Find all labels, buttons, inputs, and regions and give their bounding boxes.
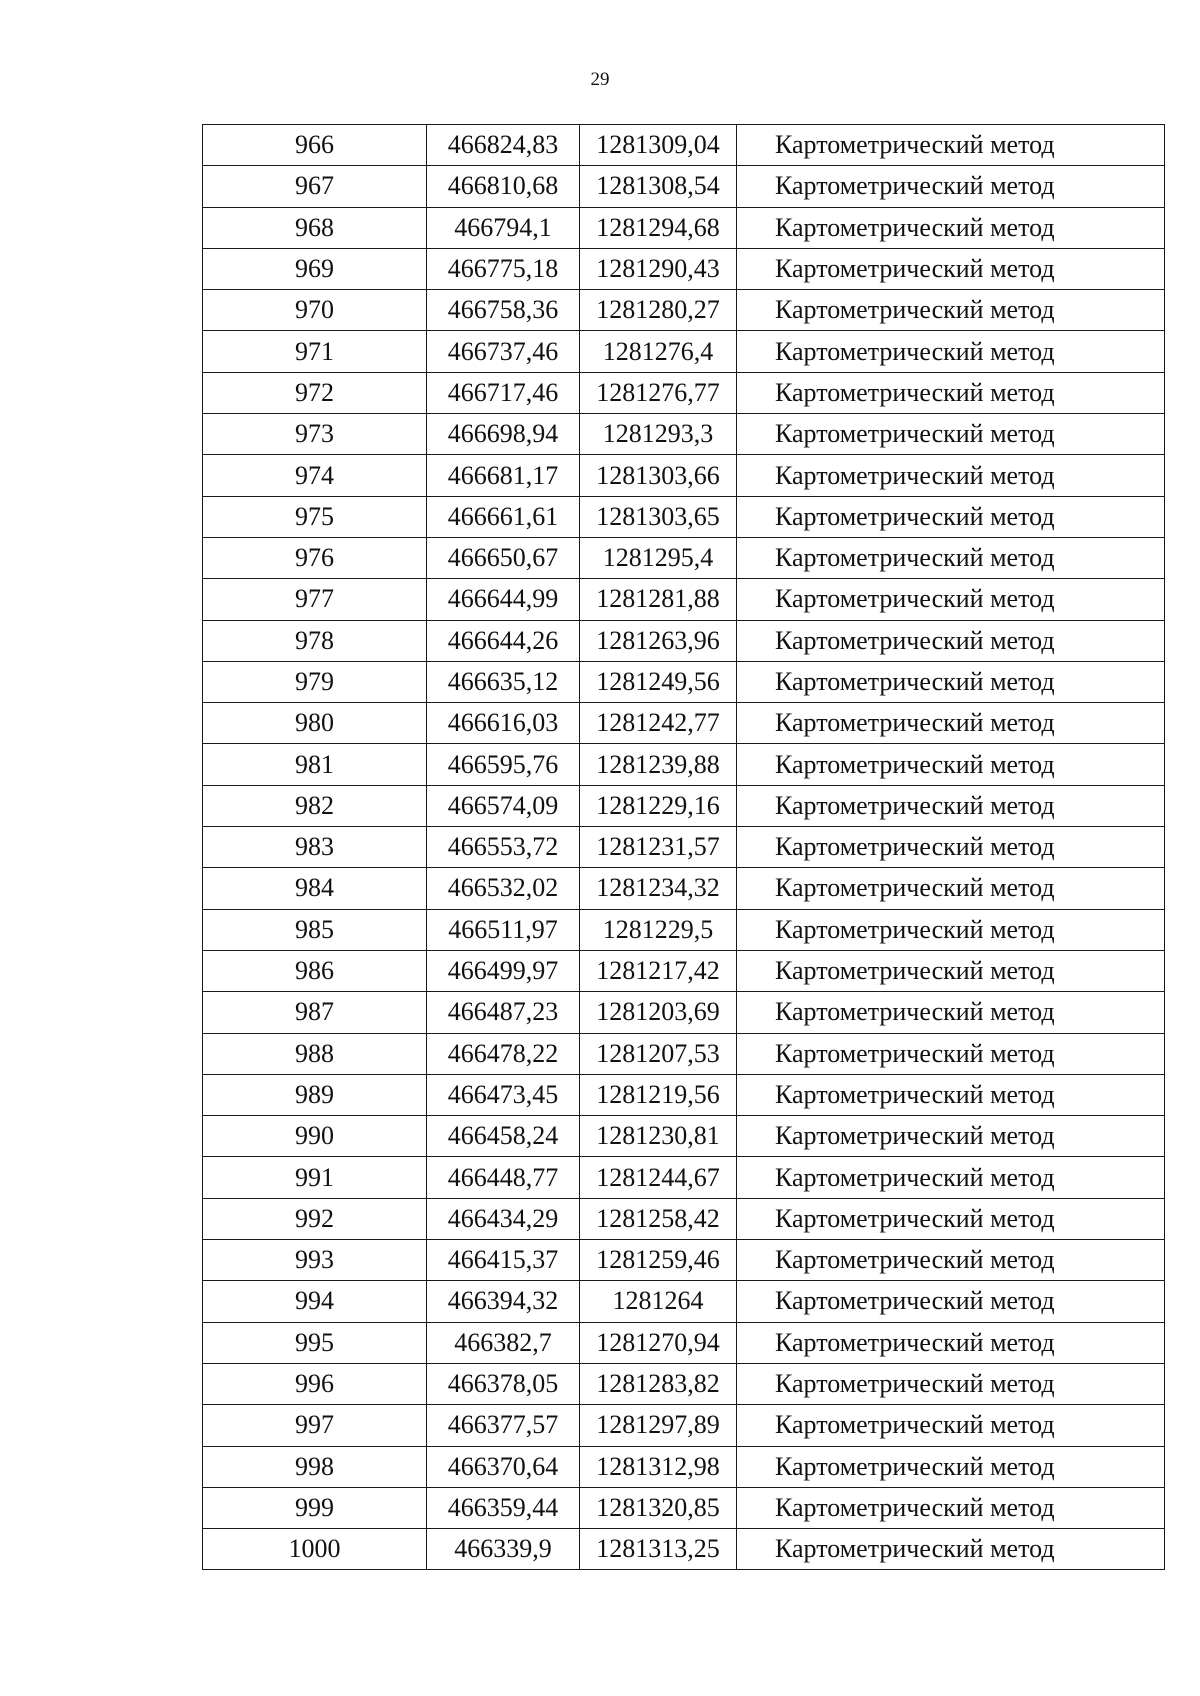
point-number-cell: 983 [203,827,427,868]
coordinate-x-cell: 466635,12 [427,661,580,702]
coordinate-y-cell: 1281258,42 [580,1198,737,1239]
point-number-cell: 996 [203,1363,427,1404]
coordinate-x-cell: 466532,02 [427,868,580,909]
point-number-cell: 990 [203,1116,427,1157]
coordinate-y-cell: 1281308,54 [580,166,737,207]
coordinate-y-cell: 1281295,4 [580,537,737,578]
table-row [203,1074,1165,1115]
coordinate-x-cell: 466698,94 [427,414,580,455]
coordinate-x-cell: 466511,97 [427,909,580,950]
coordinates-table [202,124,1165,1570]
method-cell: Картометрический метод [737,290,1165,331]
coordinate-x-cell: 466681,17 [427,455,580,496]
table-row [203,1116,1165,1157]
method-cell: Картометрический метод [737,1405,1165,1446]
page-number: 29 [590,69,610,90]
coordinate-x-cell: 466644,99 [427,579,580,620]
table-row [203,1157,1165,1198]
coordinate-x-cell: 466499,97 [427,950,580,991]
method-cell: Картометрический метод [737,455,1165,496]
coordinate-y-cell: 1281259,46 [580,1240,737,1281]
point-number-cell: 999 [203,1487,427,1528]
point-number-cell: 975 [203,496,427,537]
method-cell: Картометрический метод [737,1033,1165,1074]
method-cell: Картометрический метод [737,537,1165,578]
point-number-cell: 969 [203,248,427,289]
method-cell: Картометрический метод [737,785,1165,826]
point-number-cell: 989 [203,1074,427,1115]
point-number-cell: 994 [203,1281,427,1322]
method-cell: Картометрический метод [737,620,1165,661]
method-cell: Картометрический метод [737,1074,1165,1115]
method-cell: Картометрический метод [737,1281,1165,1322]
table-row [203,1281,1165,1322]
coordinate-x-cell: 466717,46 [427,372,580,413]
point-number-cell: 978 [203,620,427,661]
method-cell: Картометрический метод [737,331,1165,372]
table-row [203,496,1165,537]
coordinate-y-cell: 1281231,57 [580,827,737,868]
table-row [203,1487,1165,1528]
method-cell: Картометрический метод [737,868,1165,909]
point-number-cell: 991 [203,1157,427,1198]
coordinate-y-cell: 1281219,56 [580,1074,737,1115]
coordinate-y-cell: 1281217,42 [580,950,737,991]
coordinate-x-cell: 466553,72 [427,827,580,868]
method-cell: Картометрический метод [737,1240,1165,1281]
table-row [203,992,1165,1033]
coordinate-y-cell: 1281242,77 [580,703,737,744]
coordinate-x-cell: 466434,29 [427,1198,580,1239]
table-row [203,331,1165,372]
coordinate-y-cell: 1281203,69 [580,992,737,1033]
coordinate-x-cell: 466382,7 [427,1322,580,1363]
method-cell: Картометрический метод [737,1363,1165,1404]
table-row [203,827,1165,868]
method-cell: Картометрический метод [737,207,1165,248]
point-number-cell: 974 [203,455,427,496]
point-number-cell: 985 [203,909,427,950]
coordinate-y-cell: 1281313,25 [580,1529,737,1570]
coordinate-x-cell: 466794,1 [427,207,580,248]
table-row [203,1446,1165,1487]
point-number-cell: 970 [203,290,427,331]
point-number-cell: 977 [203,579,427,620]
coordinate-x-cell: 466644,26 [427,620,580,661]
table-row [203,1198,1165,1239]
coordinate-y-cell: 1281249,56 [580,661,737,702]
coordinate-y-cell: 1281244,67 [580,1157,737,1198]
table-row [203,703,1165,744]
coordinate-x-cell: 466458,24 [427,1116,580,1157]
coordinate-y-cell: 1281303,66 [580,455,737,496]
table-row [203,414,1165,455]
coordinate-y-cell: 1281283,82 [580,1363,737,1404]
coordinate-y-cell: 1281270,94 [580,1322,737,1363]
coordinate-x-cell: 466661,61 [427,496,580,537]
coordinate-x-cell: 466378,05 [427,1363,580,1404]
method-cell: Картометрический метод [737,579,1165,620]
coordinate-y-cell: 1281281,88 [580,579,737,620]
table-row [203,290,1165,331]
point-number-cell: 992 [203,1198,427,1239]
method-cell: Картометрический метод [737,372,1165,413]
coordinate-y-cell: 1281207,53 [580,1033,737,1074]
coordinate-y-cell: 1281230,81 [580,1116,737,1157]
table-row [203,537,1165,578]
point-number-cell: 993 [203,1240,427,1281]
method-cell: Картометрический метод [737,1116,1165,1157]
point-number-cell: 988 [203,1033,427,1074]
coordinate-x-cell: 466370,64 [427,1446,580,1487]
coordinate-x-cell: 466758,36 [427,290,580,331]
point-number-cell: 968 [203,207,427,248]
coordinate-x-cell: 466473,45 [427,1074,580,1115]
point-number-cell: 980 [203,703,427,744]
coordinate-y-cell: 1281290,43 [580,248,737,289]
point-number-cell: 982 [203,785,427,826]
method-cell: Картометрический метод [737,703,1165,744]
method-cell: Картометрический метод [737,827,1165,868]
point-number-cell: 998 [203,1446,427,1487]
point-number-cell: 972 [203,372,427,413]
table-row [203,207,1165,248]
point-number-cell: 995 [203,1322,427,1363]
coordinate-y-cell: 1281234,32 [580,868,737,909]
coordinate-x-cell: 466616,03 [427,703,580,744]
coordinate-x-cell: 466448,77 [427,1157,580,1198]
table-row [203,455,1165,496]
table-row [203,950,1165,991]
method-cell: Картометрический метод [737,1446,1165,1487]
point-number-cell: 973 [203,414,427,455]
coordinate-x-cell: 466415,37 [427,1240,580,1281]
table-row [203,1240,1165,1281]
coordinate-y-cell: 1281312,98 [580,1446,737,1487]
coordinate-y-cell: 1281293,3 [580,414,737,455]
table-row [203,661,1165,702]
coordinate-x-cell: 466339,9 [427,1529,580,1570]
coordinate-x-cell: 466650,67 [427,537,580,578]
coordinate-x-cell: 466487,23 [427,992,580,1033]
table-row [203,125,1165,166]
table-row [203,372,1165,413]
method-cell: Картометрический метод [737,744,1165,785]
coordinate-x-cell: 466377,57 [427,1405,580,1446]
coordinate-x-cell: 466595,76 [427,744,580,785]
method-cell: Картометрический метод [737,1322,1165,1363]
table-row [203,248,1165,289]
point-number-cell: 979 [203,661,427,702]
table-row [203,909,1165,950]
point-number-cell: 971 [203,331,427,372]
coordinate-x-cell: 466359,44 [427,1487,580,1528]
table-row [203,868,1165,909]
method-cell: Картометрический метод [737,125,1165,166]
coordinate-y-cell: 1281276,4 [580,331,737,372]
coordinate-y-cell: 1281276,77 [580,372,737,413]
method-cell: Картометрический метод [737,496,1165,537]
table-row [203,785,1165,826]
coordinate-x-cell: 466824,83 [427,125,580,166]
method-cell: Картометрический метод [737,1157,1165,1198]
method-cell: Картометрический метод [737,1198,1165,1239]
point-number-cell: 967 [203,166,427,207]
table-row [203,620,1165,661]
coordinate-y-cell: 1281264 [580,1281,737,1322]
coordinate-y-cell: 1281229,5 [580,909,737,950]
table-row [203,166,1165,207]
point-number-cell: 997 [203,1405,427,1446]
method-cell: Картометрический метод [737,661,1165,702]
method-cell: Картометрический метод [737,909,1165,950]
coordinate-x-cell: 466478,22 [427,1033,580,1074]
point-number-cell: 981 [203,744,427,785]
method-cell: Картометрический метод [737,950,1165,991]
point-number-cell: 984 [203,868,427,909]
coordinate-y-cell: 1281263,96 [580,620,737,661]
method-cell: Картометрический метод [737,248,1165,289]
coordinate-y-cell: 1281229,16 [580,785,737,826]
coordinate-x-cell: 466737,46 [427,331,580,372]
method-cell: Картометрический метод [737,414,1165,455]
point-number-cell: 976 [203,537,427,578]
point-number-cell: 987 [203,992,427,1033]
coordinate-y-cell: 1281239,88 [580,744,737,785]
coordinate-x-cell: 466574,09 [427,785,580,826]
table-row [203,1529,1165,1570]
method-cell: Картометрический метод [737,992,1165,1033]
table-row [203,1322,1165,1363]
method-cell: Картометрический метод [737,1529,1165,1570]
table-row [203,1033,1165,1074]
point-number-cell: 986 [203,950,427,991]
coordinate-y-cell: 1281297,89 [580,1405,737,1446]
coordinate-x-cell: 466775,18 [427,248,580,289]
method-cell: Картометрический метод [737,166,1165,207]
coordinate-x-cell: 466810,68 [427,166,580,207]
table-row [203,744,1165,785]
coordinate-y-cell: 1281309,04 [580,125,737,166]
coordinate-y-cell: 1281303,65 [580,496,737,537]
coordinate-y-cell: 1281280,27 [580,290,737,331]
coordinate-y-cell: 1281294,68 [580,207,737,248]
table-row [203,579,1165,620]
method-cell: Картометрический метод [737,1487,1165,1528]
point-number-cell: 1000 [203,1529,427,1570]
table-row [203,1405,1165,1446]
table-row [203,1363,1165,1404]
coordinate-y-cell: 1281320,85 [580,1487,737,1528]
coordinate-x-cell: 466394,32 [427,1281,580,1322]
point-number-cell: 966 [203,125,427,166]
coordinates-table-body [203,125,1165,1570]
